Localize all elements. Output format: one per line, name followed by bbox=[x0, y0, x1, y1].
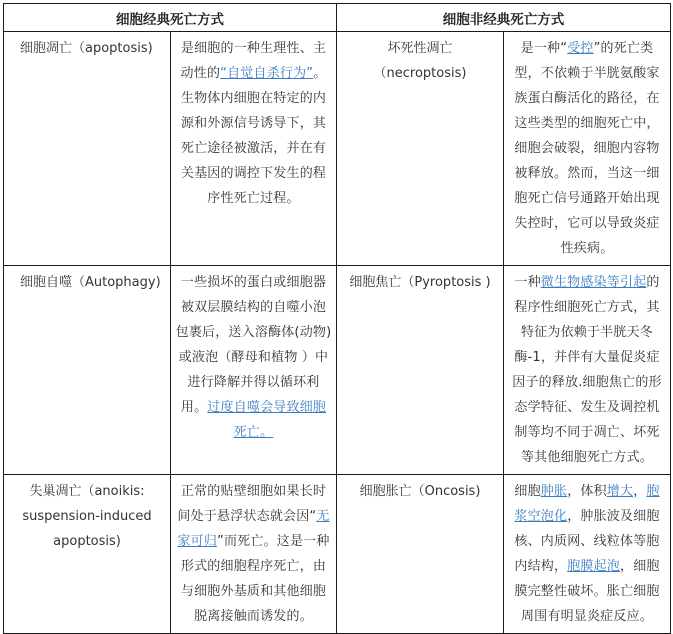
nonclassic-name-necroptosis: 坏死性凋亡（necroptosis) bbox=[337, 32, 504, 266]
classic-desc-apoptosis bbox=[171, 32, 337, 266]
text: 细胞 bbox=[514, 484, 541, 499]
classic-name-apoptosis: 细胞凋亡（apoptosis) bbox=[4, 32, 171, 266]
text: 正常的贴壁细胞如果长时间处于悬浮状态就会因“ bbox=[177, 484, 327, 524]
nonclassic-name-pyroptosis: 细胞焦亡（Pyroptosis ) bbox=[337, 266, 504, 475]
nonclassic-desc-pyroptosis bbox=[504, 266, 671, 475]
link-controlled[interactable]: 受控 bbox=[567, 41, 594, 56]
table-row bbox=[4, 32, 671, 266]
link-homeless[interactable]: 无家可归 bbox=[177, 509, 330, 549]
link-enlarge[interactable]: 增大 bbox=[606, 484, 634, 499]
text: 。生物体内细胞在特定的内源和外源信号诱导下，其死亡途径被激活，并在有关基因的调控下发生的程序性死亡过程。 bbox=[180, 66, 327, 206]
text: ”的死亡类型，不依赖于半胱氨酸家族蛋白酶活化的路径，在这些类型的细胞死亡中，细胞会破裂，细胞内容物被释放。然而，当这一细胞死亡信号通路开始出现失控时，它可以导致炎症性疾病。 bbox=[514, 41, 660, 256]
header-nonclassic: 细胞非经典死亡方式 bbox=[337, 4, 671, 32]
table-row bbox=[4, 266, 671, 475]
text: ，细胞膜完整性破坏。胀亡细胞周围有明显炎症反应。 bbox=[514, 559, 660, 624]
header-row bbox=[4, 4, 671, 32]
text: ”而死亡。这是一种形式的细胞程序死亡，由与细胞外基质和其他细胞脱离接触而诱发的。 bbox=[180, 534, 330, 624]
classic-name-autophagy: 细胞自噬（Autophagy) bbox=[4, 266, 171, 475]
link-microbial-infection[interactable]: 微生物感染等引起 bbox=[540, 275, 647, 290]
classic-desc-autophagy bbox=[171, 266, 337, 475]
text: 的程序性细胞死亡方式，其特征为依赖于半胱天冬酶-1，并伴有大量促炎症因子的释放.细胞焦亡的形态学特征、发生及调控机制等均不同于凋亡、坏死等其他细胞死亡方式。 bbox=[512, 275, 662, 465]
nonclassic-desc-oncosis bbox=[504, 475, 671, 634]
link-membrane-blebbing[interactable]: 胞膜起泡 bbox=[567, 559, 620, 574]
cell-death-comparison-table bbox=[3, 3, 671, 634]
link-self-suicide[interactable]: “自觉自杀行为” bbox=[220, 66, 314, 81]
text: ，体积 bbox=[567, 484, 607, 499]
text: 一些损坏的蛋白或细胞器被双层膜结构的自噬小泡包裹后，送入溶酶体(动物)或液泡（酵母和植物 ）中进行降解并得以循环利用。 bbox=[175, 275, 332, 415]
link-swelling[interactable]: 肿胀 bbox=[540, 484, 568, 499]
text: 一种 bbox=[514, 275, 541, 290]
text: ，肿胀波及细胞核、内质网、线粒体等胞内结构， bbox=[514, 509, 660, 574]
nonclassic-desc-necroptosis bbox=[504, 32, 671, 266]
classic-desc-anoikis bbox=[171, 475, 337, 634]
table-row bbox=[4, 475, 671, 634]
link-excess-autophagy[interactable]: 过度自噬会导致细胞死亡。 bbox=[207, 400, 327, 440]
text: 是一种“ bbox=[520, 41, 568, 56]
header-classic: 细胞经典死亡方式 bbox=[4, 4, 337, 32]
text: 是细胞的一种生理性、主动性的 bbox=[180, 41, 327, 81]
text: ， bbox=[633, 484, 647, 499]
classic-name-anoikis: 失巢凋亡（anoikis: suspension-induced apoptosis) bbox=[4, 475, 171, 634]
link-cytoplasm-vacuolization[interactable]: 胞浆空泡化 bbox=[514, 484, 660, 524]
nonclassic-name-oncosis: 细胞胀亡（Oncosis) bbox=[337, 475, 504, 634]
